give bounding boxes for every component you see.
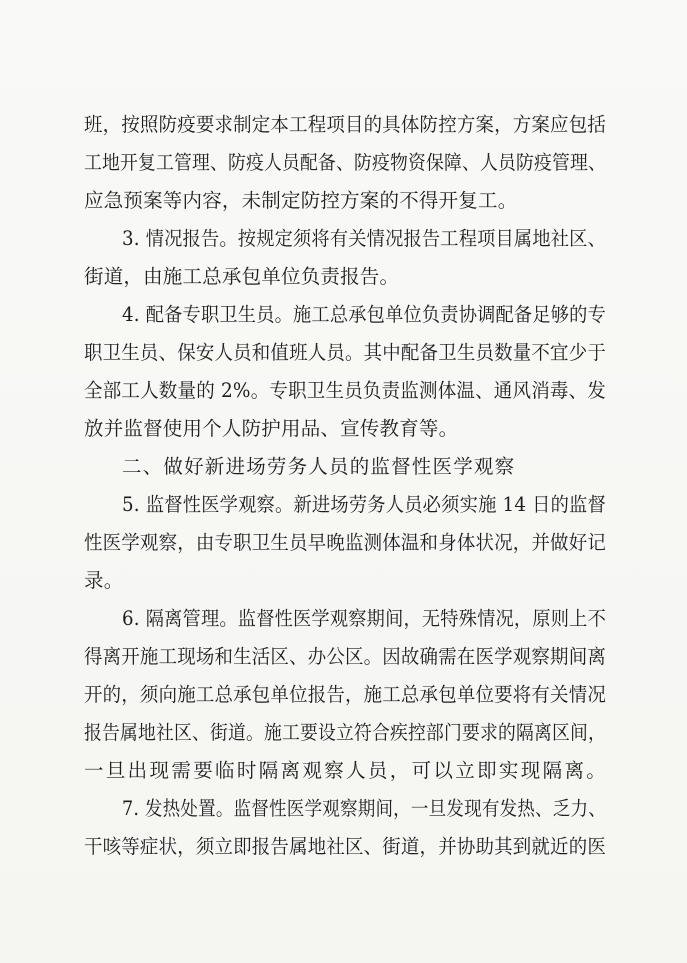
text-run: 工地开复工管理、防疫人员配备、防疫物资保障、人员防疫管理、 xyxy=(84,151,607,174)
text-run: 一旦出现需要临时隔离观察人员，可以立即实现隔离。 xyxy=(84,759,609,782)
document-text-line xyxy=(0,490,687,520)
text-run: 录。 xyxy=(84,569,124,592)
document-text-line xyxy=(0,414,687,444)
document-text-line xyxy=(0,338,687,368)
text-run: 5. 监督性医学观察。新进场劳务人员必须实施 14 日的监督 xyxy=(122,493,606,516)
document-text-line xyxy=(0,566,687,596)
section-heading-text: 二、做好新进场劳务人员的监督性医学观察 xyxy=(122,455,516,478)
document-text-line xyxy=(0,718,687,748)
document-text-line xyxy=(0,528,687,558)
text-run: 应急预案等内容，未制定防控方案的不得开复工。 xyxy=(84,189,518,212)
section-heading xyxy=(0,452,687,482)
document-text-line xyxy=(0,604,687,634)
text-run: 6. 隔离管理。监督性医学观察期间，无特殊情况，原则上不 xyxy=(122,607,606,630)
text-run: 得离开施工现场和生活区、办公区。因故确需在医学观察期间离 xyxy=(84,645,606,668)
text-run: 班，按照防疫要求制定本工程项目的具体防控方案，方案应包括 xyxy=(84,113,606,136)
text-run: 性医学观察，由专职卫生员早晚监测体温和身体状况，并做好记 xyxy=(84,531,606,554)
text-run: 放并监督使用个人防护用品、宣传教育等。 xyxy=(84,417,459,440)
document-text-line xyxy=(0,148,687,178)
text-run: 7. 发热处置。监督性医学观察期间，一旦发现有发热、乏力、 xyxy=(122,797,607,820)
text-run: 4. 配备专职卫生员。施工总承包单位负责协调配备足够的专 xyxy=(122,303,606,326)
document-text-line xyxy=(0,832,687,862)
document-text-line xyxy=(0,794,687,824)
document-text-line xyxy=(0,756,687,786)
document-text-line xyxy=(0,642,687,672)
document-text-line xyxy=(0,680,687,710)
text-run: 干咳等症状，须立即报告属地社区、街道，并协助其到就近的医 xyxy=(84,835,606,858)
text-run: 开的，须向施工总承包单位报告，施工总承包单位要将有关情况 xyxy=(84,683,606,706)
document-text-line xyxy=(0,186,687,216)
text-run: 3. 情况报告。按规定须将有关情况报告工程项目属地社区、 xyxy=(122,227,606,250)
text-run: 街道，由施工总承包单位负责报告。 xyxy=(84,265,400,288)
text-run: 职卫生员、保安人员和值班人员。其中配备卫生员数量不宜少于 xyxy=(84,341,606,364)
document-text-line xyxy=(0,224,687,254)
document-text-line xyxy=(0,262,687,292)
text-run: 报告属地社区、街道。施工要设立符合疾控部门要求的隔离区间， xyxy=(84,721,607,744)
text-run: 全部工人数量的 2%。专职卫生员负责监测体温、通风消毒、发 xyxy=(84,379,607,402)
document-text-line xyxy=(0,376,687,406)
document-text-line xyxy=(0,110,687,140)
document-text-line xyxy=(0,300,687,330)
